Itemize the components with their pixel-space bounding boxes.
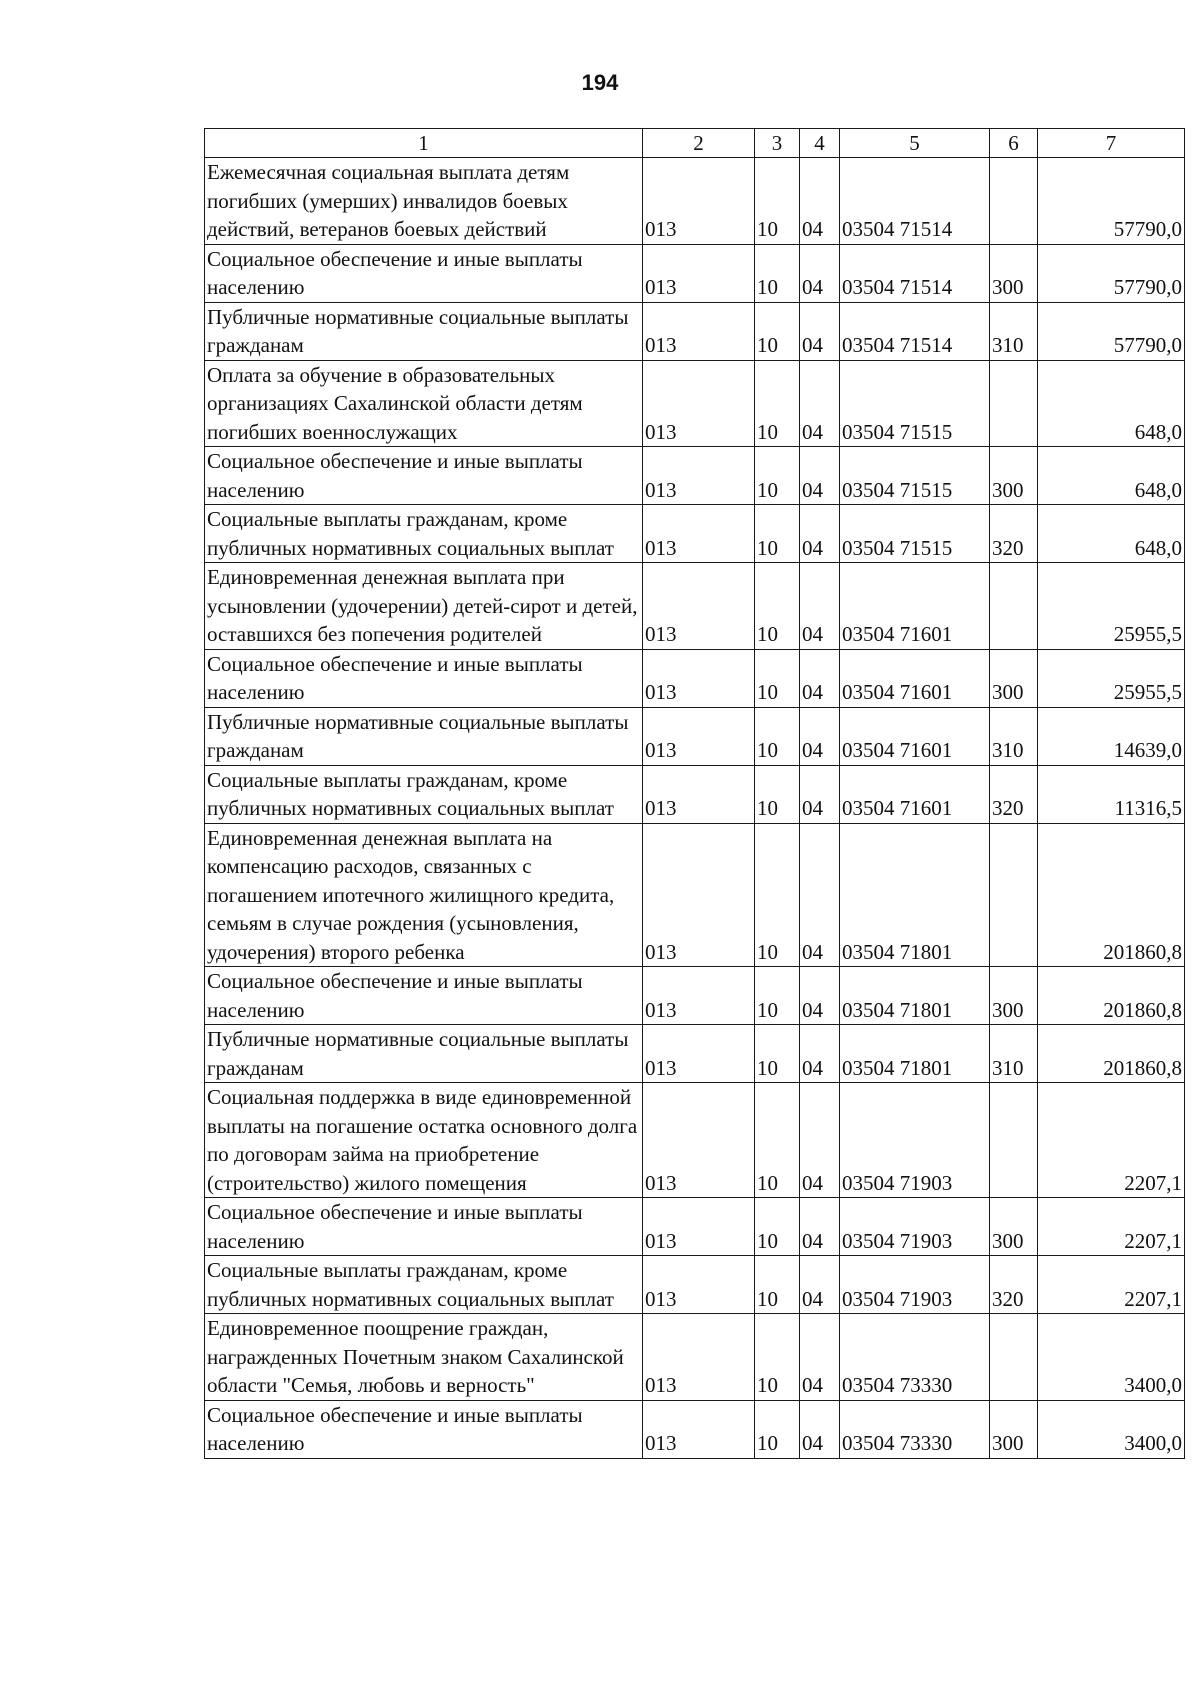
table-row <box>205 1025 1185 1083</box>
table-row <box>205 707 1185 765</box>
header-row <box>205 129 1185 158</box>
row-description: Социальное обеспечение и иные выплаты населению <box>205 1198 643 1256</box>
ministry-code: 013 <box>643 1400 755 1458</box>
amount: 3400,0 <box>1038 1400 1185 1458</box>
target-article-code: 03504 71514 <box>840 158 990 245</box>
budget-table <box>204 128 1185 1459</box>
header-col-7: 7 <box>1038 129 1185 158</box>
ministry-code: 013 <box>643 1314 755 1401</box>
table-row <box>205 447 1185 505</box>
header-col-6: 6 <box>990 129 1038 158</box>
expense-type-code: 320 <box>990 505 1038 563</box>
ministry-code: 013 <box>643 447 755 505</box>
row-description: Ежемесячная социальная выплата детям погибших (умерших) инвалидов боевых действий, ветеранов боевых действий <box>205 158 643 245</box>
target-article-code: 03504 71601 <box>840 563 990 650</box>
amount: 2207,1 <box>1038 1083 1185 1198</box>
expense-type-code <box>990 360 1038 447</box>
amount: 201860,8 <box>1038 1025 1185 1083</box>
expense-type-code <box>990 823 1038 967</box>
subsection-code: 04 <box>800 360 840 447</box>
row-description: Публичные нормативные социальные выплаты гражданам <box>205 302 643 360</box>
row-description: Социальное обеспечение и иные выплаты населению <box>205 1400 643 1458</box>
table-row <box>205 967 1185 1025</box>
subsection-code: 04 <box>800 447 840 505</box>
expense-type-code <box>990 1314 1038 1401</box>
ministry-code: 013 <box>643 244 755 302</box>
row-description: Единовременная денежная выплата на компенсацию расходов, связанных с погашением ипотечного жилищного кредита, семьям в случае рождения (усыновления, удочерения) второго ребенка <box>205 823 643 967</box>
ministry-code: 013 <box>643 765 755 823</box>
section-code: 10 <box>755 302 800 360</box>
table-row <box>205 360 1185 447</box>
subsection-code: 04 <box>800 967 840 1025</box>
amount: 648,0 <box>1038 447 1185 505</box>
expense-type-code <box>990 158 1038 245</box>
table-row <box>205 649 1185 707</box>
target-article-code: 03504 73330 <box>840 1400 990 1458</box>
target-article-code: 03504 71601 <box>840 649 990 707</box>
section-code: 10 <box>755 1400 800 1458</box>
subsection-code: 04 <box>800 707 840 765</box>
section-code: 10 <box>755 563 800 650</box>
target-article-code: 03504 71514 <box>840 244 990 302</box>
target-article-code: 03504 71601 <box>840 707 990 765</box>
table-row <box>205 1400 1185 1458</box>
subsection-code: 04 <box>800 563 840 650</box>
row-description: Публичные нормативные социальные выплаты гражданам <box>205 707 643 765</box>
ministry-code: 013 <box>643 1256 755 1314</box>
header-col-4: 4 <box>800 129 840 158</box>
expense-type-code: 310 <box>990 707 1038 765</box>
section-code: 10 <box>755 1314 800 1401</box>
amount: 201860,8 <box>1038 823 1185 967</box>
amount: 201860,8 <box>1038 967 1185 1025</box>
row-description: Социальные выплаты гражданам, кроме публичных нормативных социальных выплат <box>205 505 643 563</box>
row-description: Социальная поддержка в виде единовременной выплаты на погашение остатка основного долга по договорам займа на приобретение (строительство) жилого помещения <box>205 1083 643 1198</box>
ministry-code: 013 <box>643 1198 755 1256</box>
subsection-code: 04 <box>800 505 840 563</box>
subsection-code: 04 <box>800 649 840 707</box>
target-article-code: 03504 71903 <box>840 1256 990 1314</box>
amount: 2207,1 <box>1038 1198 1185 1256</box>
table-row <box>205 158 1185 245</box>
subsection-code: 04 <box>800 823 840 967</box>
target-article-code: 03504 71515 <box>840 360 990 447</box>
target-article-code: 03504 71903 <box>840 1198 990 1256</box>
ministry-code: 013 <box>643 360 755 447</box>
section-code: 10 <box>755 1025 800 1083</box>
target-article-code: 03504 71903 <box>840 1083 990 1198</box>
ministry-code: 013 <box>643 1025 755 1083</box>
table-row <box>205 244 1185 302</box>
subsection-code: 04 <box>800 158 840 245</box>
amount: 3400,0 <box>1038 1314 1185 1401</box>
expense-type-code: 320 <box>990 765 1038 823</box>
subsection-code: 04 <box>800 1400 840 1458</box>
row-description: Единовременное поощрение граждан, награжденных Почетным знаком Сахалинской области "Семья, любовь и верность" <box>205 1314 643 1401</box>
row-description: Социальное обеспечение и иные выплаты населению <box>205 244 643 302</box>
section-code: 10 <box>755 505 800 563</box>
expense-type-code: 300 <box>990 447 1038 505</box>
table-row <box>205 765 1185 823</box>
row-description: Социальное обеспечение и иные выплаты населению <box>205 649 643 707</box>
amount: 57790,0 <box>1038 244 1185 302</box>
amount: 648,0 <box>1038 360 1185 447</box>
section-code: 10 <box>755 244 800 302</box>
amount: 57790,0 <box>1038 302 1185 360</box>
table-row <box>205 505 1185 563</box>
section-code: 10 <box>755 649 800 707</box>
ministry-code: 013 <box>643 967 755 1025</box>
ministry-code: 013 <box>643 563 755 650</box>
expense-type-code: 310 <box>990 302 1038 360</box>
amount: 2207,1 <box>1038 1256 1185 1314</box>
amount: 11316,5 <box>1038 765 1185 823</box>
table-row <box>205 302 1185 360</box>
header-col-2: 2 <box>643 129 755 158</box>
amount: 648,0 <box>1038 505 1185 563</box>
expense-type-code <box>990 1083 1038 1198</box>
row-description: Единовременная денежная выплата при усыновлении (удочерении) детей-сирот и детей, оставшихся без попечения родителей <box>205 563 643 650</box>
table-row <box>205 1314 1185 1401</box>
header-col-3: 3 <box>755 129 800 158</box>
table-row <box>205 563 1185 650</box>
target-article-code: 03504 73330 <box>840 1314 990 1401</box>
ministry-code: 013 <box>643 707 755 765</box>
ministry-code: 013 <box>643 302 755 360</box>
subsection-code: 04 <box>800 1025 840 1083</box>
page-number: 194 <box>581 70 619 95</box>
target-article-code: 03504 71514 <box>840 302 990 360</box>
amount: 57790,0 <box>1038 158 1185 245</box>
target-article-code: 03504 71515 <box>840 505 990 563</box>
ministry-code: 013 <box>643 158 755 245</box>
section-code: 10 <box>755 1083 800 1198</box>
target-article-code: 03504 71801 <box>840 823 990 967</box>
section-code: 10 <box>755 1198 800 1256</box>
expense-type-code <box>990 563 1038 650</box>
subsection-code: 04 <box>800 302 840 360</box>
section-code: 10 <box>755 707 800 765</box>
row-description: Оплата за обучение в образовательных организациях Сахалинской области детям погибших военнослужащих <box>205 360 643 447</box>
ministry-code: 013 <box>643 505 755 563</box>
subsection-code: 04 <box>800 1083 840 1198</box>
subsection-code: 04 <box>800 1256 840 1314</box>
expense-type-code: 300 <box>990 1400 1038 1458</box>
target-article-code: 03504 71601 <box>840 765 990 823</box>
expense-type-code: 300 <box>990 244 1038 302</box>
ministry-code: 013 <box>643 649 755 707</box>
section-code: 10 <box>755 765 800 823</box>
row-description: Социальные выплаты гражданам, кроме публичных нормативных социальных выплат <box>205 765 643 823</box>
row-description: Социальное обеспечение и иные выплаты населению <box>205 967 643 1025</box>
row-description: Социальное обеспечение и иные выплаты населению <box>205 447 643 505</box>
target-article-code: 03504 71515 <box>840 447 990 505</box>
header-col-1: 1 <box>205 129 643 158</box>
amount: 25955,5 <box>1038 563 1185 650</box>
table-row <box>205 1083 1185 1198</box>
section-code: 10 <box>755 447 800 505</box>
amount: 14639,0 <box>1038 707 1185 765</box>
subsection-code: 04 <box>800 1198 840 1256</box>
target-article-code: 03504 71801 <box>840 1025 990 1083</box>
subsection-code: 04 <box>800 765 840 823</box>
subsection-code: 04 <box>800 244 840 302</box>
expense-type-code: 300 <box>990 1198 1038 1256</box>
table-row <box>205 1198 1185 1256</box>
row-description: Социальные выплаты гражданам, кроме публичных нормативных социальных выплат <box>205 1256 643 1314</box>
ministry-code: 013 <box>643 1083 755 1198</box>
expense-type-code: 300 <box>990 649 1038 707</box>
table-row <box>205 1256 1185 1314</box>
expense-type-code: 300 <box>990 967 1038 1025</box>
section-code: 10 <box>755 158 800 245</box>
row-description: Публичные нормативные социальные выплаты гражданам <box>205 1025 643 1083</box>
subsection-code: 04 <box>800 1314 840 1401</box>
target-article-code: 03504 71801 <box>840 967 990 1025</box>
ministry-code: 013 <box>643 823 755 967</box>
section-code: 10 <box>755 823 800 967</box>
expense-type-code: 320 <box>990 1256 1038 1314</box>
amount: 25955,5 <box>1038 649 1185 707</box>
section-code: 10 <box>755 1256 800 1314</box>
header-col-5: 5 <box>840 129 990 158</box>
section-code: 10 <box>755 967 800 1025</box>
section-code: 10 <box>755 360 800 447</box>
expense-type-code: 310 <box>990 1025 1038 1083</box>
table-row <box>205 823 1185 967</box>
